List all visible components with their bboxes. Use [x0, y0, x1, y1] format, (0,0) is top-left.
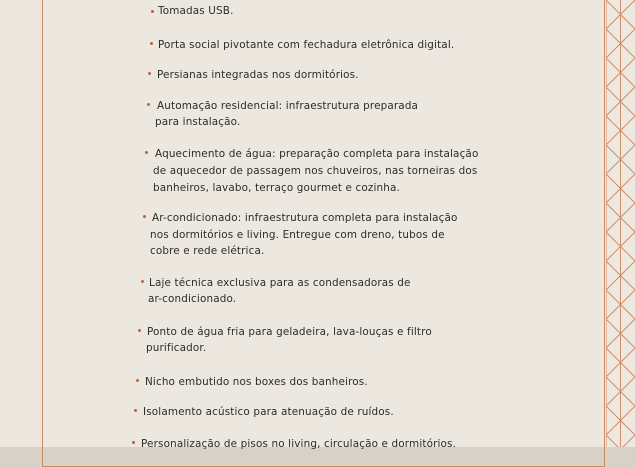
list-item-line: Laje técnica exclusiva para as condensadoras de: [149, 277, 411, 289]
list-item-line: ar-condicionado.: [148, 293, 237, 305]
list-item-line: Tomadas USB.: [158, 5, 234, 17]
decorative-pattern: [606, 0, 635, 447]
bullet-icon: [151, 10, 154, 13]
bullet-icon: [134, 409, 137, 412]
bullet-icon: [138, 329, 141, 332]
list-item-line: Porta social pivotante com fechadura eletrônica digital.: [158, 39, 455, 51]
list-item-line: Isolamento acústico para atenuação de ruídos.: [143, 406, 394, 418]
bullet-icon: [132, 441, 135, 444]
bullet-icon: [145, 151, 148, 154]
list-item-line: banheiros, lavabo, terraço gourmet e cozinha.: [153, 182, 400, 194]
list-item-line: Automação residencial: infraestrutura preparada: [157, 100, 419, 112]
list-item-line: Nicho embutido nos boxes dos banheiros.: [145, 376, 368, 388]
bullet-icon: [150, 42, 153, 45]
list-item-line: de aquecedor de passagem nos chuveiros, nas torneiras dos: [153, 165, 478, 177]
list-item-line: nos dormitórios e living. Entregue com dreno, tubos de: [150, 229, 445, 241]
bullet-icon: [136, 379, 139, 382]
list-item-line: cobre e rede elétrica.: [150, 245, 265, 257]
bullet-icon: [148, 72, 151, 75]
list-item-line: Aquecimento de água: preparação completa para instalação: [155, 148, 479, 160]
bullet-icon: [147, 103, 150, 106]
list-item-line: para instalação.: [155, 116, 241, 128]
list-item-line: Ar-condicionado: infraestrutura completa para instalação: [152, 212, 458, 224]
bullet-icon: [141, 280, 144, 283]
list-item-line: Personalização de pisos no living, circulação e dormitórios.: [141, 438, 457, 450]
geometric-pattern-icon: [606, 0, 635, 447]
list-item-line: purificador.: [146, 342, 207, 354]
bullet-icon: [143, 215, 146, 218]
list-item-line: Persianas integradas nos dormitórios.: [157, 69, 359, 81]
list-item-line: Ponto de água fria para geladeira, lava-louças e filtro: [147, 326, 432, 338]
